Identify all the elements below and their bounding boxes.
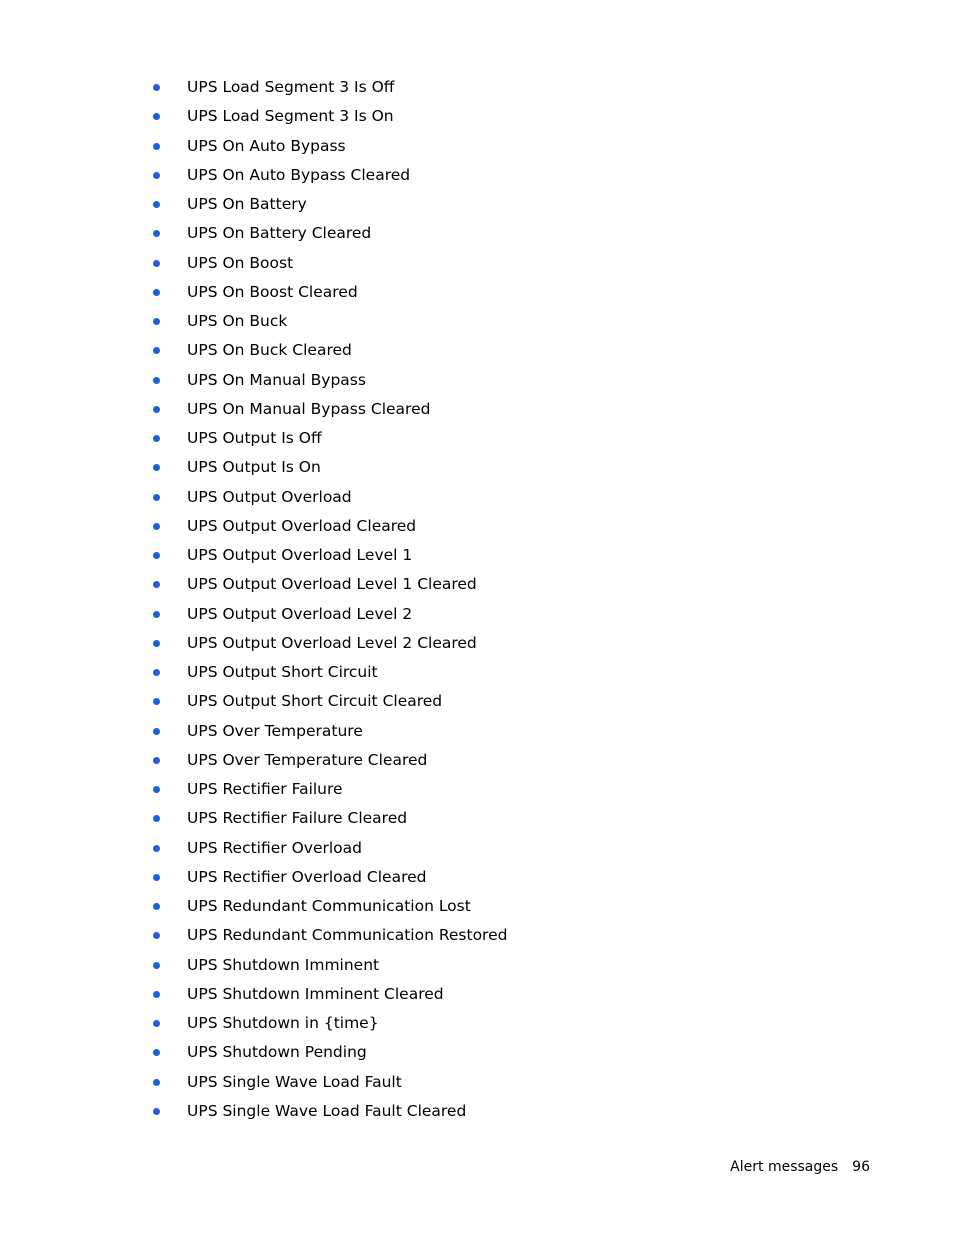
list-item bbox=[0, 600, 954, 629]
list-item bbox=[0, 219, 954, 248]
alert-message-text: UPS Output Is On bbox=[187, 458, 321, 477]
list-item bbox=[0, 453, 954, 482]
bullet-icon bbox=[153, 318, 160, 325]
bullet-icon bbox=[153, 874, 160, 881]
alert-message-text: UPS On Manual Bypass bbox=[187, 370, 366, 389]
bullet-icon bbox=[153, 611, 160, 618]
list-item bbox=[0, 717, 954, 746]
bullet-icon bbox=[153, 1108, 160, 1115]
bullet-icon bbox=[153, 406, 160, 413]
list-item bbox=[0, 746, 954, 775]
list-item bbox=[0, 278, 954, 307]
list-item bbox=[0, 541, 954, 570]
alert-message-text: UPS Shutdown Imminent bbox=[187, 955, 380, 974]
bullet-icon bbox=[153, 815, 160, 822]
bullet-icon bbox=[153, 1079, 160, 1086]
bullet-icon bbox=[153, 581, 160, 588]
bullet-icon bbox=[153, 728, 160, 735]
bullet-icon bbox=[153, 698, 160, 705]
alert-message-text: UPS Single Wave Load Fault Cleared bbox=[187, 1101, 467, 1120]
list-item bbox=[0, 336, 954, 365]
alert-message-text: UPS On Boost bbox=[187, 253, 294, 272]
bullet-icon bbox=[153, 991, 160, 998]
alert-message-text: UPS Rectifier Failure Cleared bbox=[187, 809, 408, 828]
list-item bbox=[0, 834, 954, 863]
bullet-icon bbox=[153, 640, 160, 647]
alert-message-text: UPS Output Overload Level 2 bbox=[187, 604, 413, 623]
alert-message-text: UPS Shutdown in {time} bbox=[187, 1014, 379, 1032]
alert-message-text: UPS Output Overload bbox=[187, 487, 352, 506]
list-item bbox=[0, 1038, 954, 1067]
list-item bbox=[0, 1068, 954, 1097]
bullet-icon bbox=[153, 84, 160, 91]
bullet-icon bbox=[153, 669, 160, 676]
bullet-icon bbox=[153, 289, 160, 296]
bullet-icon bbox=[153, 523, 160, 530]
bullet-icon bbox=[153, 347, 160, 354]
footer-section-title: Alert messages bbox=[730, 1159, 839, 1175]
bullet-icon bbox=[153, 435, 160, 442]
bullet-icon bbox=[153, 113, 160, 120]
alert-message-text: UPS On Manual Bypass Cleared bbox=[187, 399, 431, 418]
bullet-icon bbox=[153, 201, 160, 208]
page-number: 96 bbox=[852, 1159, 870, 1175]
list-item bbox=[0, 629, 954, 658]
list-item bbox=[0, 804, 954, 833]
alert-message-text: UPS Over Temperature bbox=[187, 721, 363, 740]
bullet-icon bbox=[153, 552, 160, 559]
alert-message-text: UPS Output Short Circuit Cleared bbox=[187, 692, 443, 711]
alert-message-text: UPS On Battery Cleared bbox=[187, 224, 372, 243]
alert-message-text: UPS On Buck Cleared bbox=[187, 341, 352, 360]
list-item bbox=[0, 1009, 954, 1038]
alert-message-text: UPS Single Wave Load Fault bbox=[187, 1072, 402, 1091]
list-item bbox=[0, 190, 954, 219]
list-item bbox=[0, 980, 954, 1009]
page-footer bbox=[700, 1157, 870, 1177]
list-item bbox=[0, 395, 954, 424]
bullet-icon bbox=[153, 962, 160, 969]
alert-message-text: UPS Output Overload Level 2 Cleared bbox=[187, 633, 477, 652]
list-item bbox=[0, 570, 954, 599]
bullet-icon bbox=[153, 464, 160, 471]
list-item bbox=[0, 775, 954, 804]
alert-message-text: UPS On Battery bbox=[187, 195, 307, 213]
alert-message-text: UPS On Buck bbox=[187, 312, 288, 330]
alert-message-text: UPS Output Overload Cleared bbox=[187, 516, 417, 535]
alert-message-text: UPS Output Overload Level 1 bbox=[187, 546, 413, 564]
bullet-icon bbox=[153, 172, 160, 179]
list-item bbox=[0, 102, 954, 131]
list-item bbox=[0, 658, 954, 687]
alert-message-text: UPS Rectifier Overload Cleared bbox=[187, 867, 427, 886]
list-item bbox=[0, 892, 954, 921]
list-item bbox=[0, 863, 954, 892]
bullet-icon bbox=[153, 1049, 160, 1056]
bullet-icon bbox=[153, 494, 160, 501]
list-item bbox=[0, 307, 954, 336]
alert-message-text: UPS Load Segment 3 Is Off bbox=[187, 78, 395, 96]
alert-message-text: UPS Output Is Off bbox=[187, 429, 322, 447]
bullet-icon bbox=[153, 786, 160, 793]
bullet-icon bbox=[153, 903, 160, 910]
bullet-icon bbox=[153, 932, 160, 939]
bullet-icon bbox=[153, 143, 160, 150]
alert-message-text: UPS On Auto Bypass Cleared bbox=[187, 165, 411, 184]
alert-message-text: UPS Redundant Communication Lost bbox=[187, 897, 471, 915]
list-item bbox=[0, 951, 954, 980]
list-item bbox=[0, 483, 954, 512]
bullet-icon bbox=[153, 230, 160, 237]
alert-message-text: UPS Redundant Communication Restored bbox=[187, 926, 508, 945]
list-item bbox=[0, 249, 954, 278]
alert-message-text: UPS Output Overload Level 1 Cleared bbox=[187, 575, 477, 594]
bullet-icon bbox=[153, 260, 160, 267]
alert-message-text: UPS On Auto Bypass bbox=[187, 136, 346, 155]
alert-message-text: UPS Rectifier Failure bbox=[187, 780, 343, 798]
alert-list bbox=[0, 73, 954, 1126]
list-item bbox=[0, 512, 954, 541]
alert-message-text: UPS Load Segment 3 Is On bbox=[187, 107, 394, 126]
bullet-icon bbox=[153, 757, 160, 764]
alert-message-text: UPS Rectifier Overload bbox=[187, 838, 362, 857]
alert-message-text: UPS Shutdown Imminent Cleared bbox=[187, 984, 444, 1003]
list-item bbox=[0, 132, 954, 161]
alert-message-text: UPS Shutdown Pending bbox=[187, 1043, 367, 1062]
alert-message-text: UPS Over Temperature Cleared bbox=[187, 750, 428, 769]
alert-message-text: UPS On Boost Cleared bbox=[187, 282, 358, 301]
list-item bbox=[0, 73, 954, 102]
alert-message-text: UPS Output Short Circuit bbox=[187, 663, 378, 681]
list-item bbox=[0, 1097, 954, 1126]
list-item bbox=[0, 921, 954, 950]
list-item bbox=[0, 687, 954, 716]
list-item bbox=[0, 366, 954, 395]
list-item bbox=[0, 424, 954, 453]
bullet-icon bbox=[153, 377, 160, 384]
list-item bbox=[0, 161, 954, 190]
bullet-icon bbox=[153, 845, 160, 852]
bullet-icon bbox=[153, 1020, 160, 1027]
